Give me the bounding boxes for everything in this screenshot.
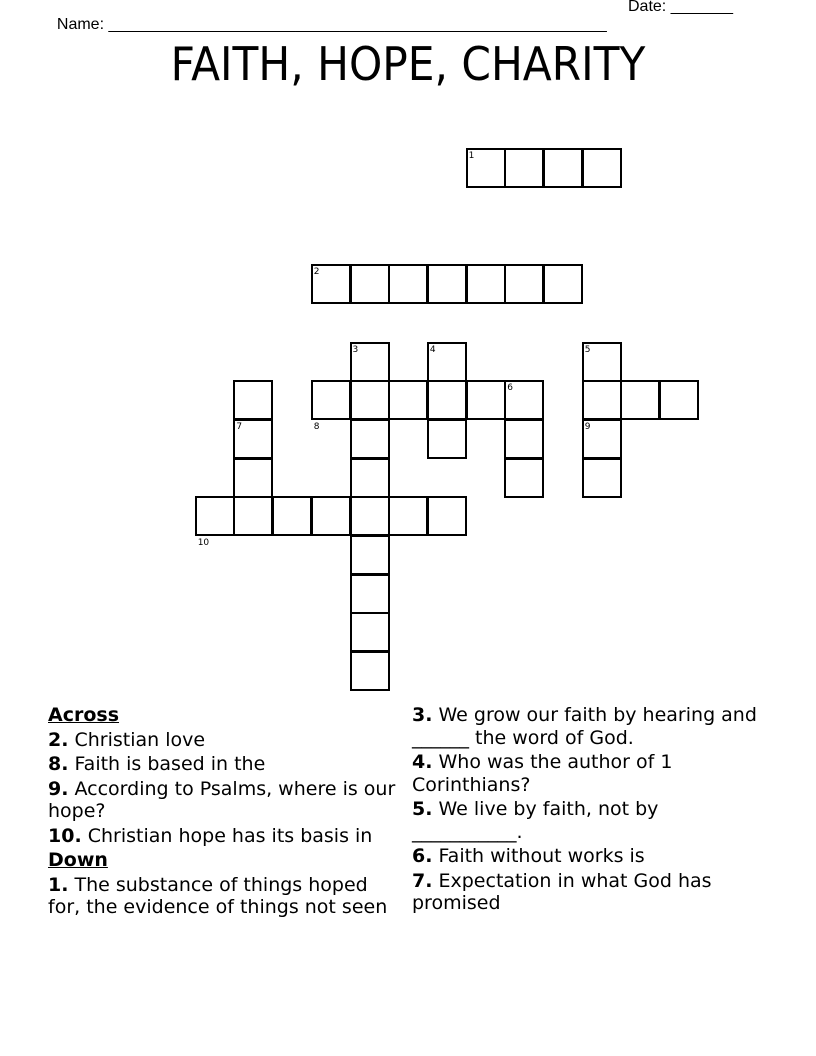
clue-number-label: 6 [507, 383, 514, 394]
clue-number: 7. [412, 869, 433, 892]
clue-text: Christian hope has its basis in [81, 824, 373, 847]
grid-cell[interactable] [350, 574, 390, 614]
grid-cell[interactable] [350, 535, 390, 575]
clue-number-label: 4 [429, 344, 436, 355]
grid-cell[interactable] [504, 264, 544, 304]
clue-number-label: 9 [584, 421, 591, 432]
grid-cell[interactable] [350, 496, 390, 536]
clue-number: 4. [412, 751, 433, 773]
page-title: FAITH, HOPE, CHARITY [170, 37, 646, 91]
grid-cell[interactable] [350, 651, 390, 691]
clue-text: Christian love [68, 728, 206, 751]
clue-number-label: 8 [313, 421, 320, 432]
name-field-label: Name: ________________________________________________________ [56, 16, 607, 33]
grid-cell[interactable] [388, 264, 428, 304]
grid-cell[interactable] [620, 380, 660, 420]
across-heading: Across [48, 704, 120, 726]
grid-cell[interactable] [427, 419, 467, 459]
grid-cell[interactable] [582, 458, 622, 498]
clue-number: 10. [48, 824, 82, 847]
header [48, 0, 748, 33]
clue-text: Expectation in what God has promised [412, 869, 712, 914]
clue-text: Who was the author of 1 Corinthians? [412, 751, 673, 796]
grid-cell[interactable] [659, 380, 699, 420]
clue-number: 6. [412, 845, 433, 867]
grid-cell[interactable] [311, 496, 351, 536]
grid-cell[interactable] [350, 612, 390, 652]
clue-number: 8. [48, 753, 69, 775]
grid-cell[interactable] [427, 496, 467, 536]
clue-number-label: 7 [236, 421, 243, 432]
down-heading: Down [48, 849, 108, 871]
grid-cell[interactable] [272, 496, 312, 536]
clue-down-4 [412, 751, 772, 796]
grid-cell[interactable] [195, 496, 235, 536]
grid-cell[interactable] [350, 458, 390, 498]
grid-cell[interactable] [427, 264, 467, 304]
grid-cell[interactable] [350, 419, 390, 459]
clue-number: 2. [48, 728, 69, 751]
clue-across-9 [48, 778, 398, 823]
grid-cell[interactable] [582, 148, 622, 188]
clue-number-label: 3 [352, 344, 359, 355]
clue-number-label: 2 [313, 267, 320, 278]
date-field-label: Date: _______ [628, 0, 733, 15]
clue-down-3 [412, 704, 772, 749]
clue-text: Faith is based in the [68, 753, 266, 775]
clue-number: 3. [412, 704, 433, 726]
grid-cell[interactable] [504, 458, 544, 498]
grid-cell[interactable] [350, 264, 390, 304]
grid-cell[interactable] [466, 264, 506, 304]
clue-down-6 [412, 845, 772, 868]
clue-number: 1. [48, 873, 69, 896]
clue-text: Faith without works is [432, 845, 645, 867]
clue-down-7 [412, 870, 772, 915]
grid-cell[interactable] [311, 380, 351, 420]
grid-cell[interactable] [388, 380, 428, 420]
clue-number-label: 10 [197, 538, 210, 548]
grid-cell[interactable] [427, 380, 467, 420]
grid-cell[interactable] [233, 496, 273, 536]
grid-cell[interactable] [233, 380, 273, 420]
clue-text: The substance of things hoped for, the evidence of things not seen [48, 873, 388, 918]
grid-cell[interactable] [543, 148, 583, 188]
clue-down-5 [412, 798, 772, 843]
clue-across-10 [48, 825, 398, 848]
clue-across-8 [48, 753, 398, 776]
grid-cell[interactable] [466, 380, 506, 420]
clue-text: According to Psalms, where is our hope? [48, 777, 396, 822]
clue-number-label: 5 [584, 344, 591, 355]
grid-cell[interactable] [388, 496, 428, 536]
grid-cell[interactable] [543, 264, 583, 304]
clues-column-left [48, 702, 398, 919]
grid-cell[interactable] [233, 458, 273, 498]
clue-number: 5. [412, 798, 433, 820]
clue-down-1 [48, 874, 398, 919]
grid-cell[interactable] [504, 419, 544, 459]
clue-number: 9. [48, 777, 69, 800]
clues-column-right [412, 702, 772, 915]
clue-text: We live by faith, not by ___________. [412, 798, 659, 843]
grid-cell[interactable] [582, 380, 622, 420]
grid-cell[interactable] [350, 380, 390, 420]
clue-number-label: 1 [468, 151, 475, 161]
grid-cell[interactable] [504, 148, 544, 188]
clue-text: We grow our faith by hearing and ______ the word of God. [412, 704, 757, 749]
clue-across-2 [48, 729, 398, 752]
